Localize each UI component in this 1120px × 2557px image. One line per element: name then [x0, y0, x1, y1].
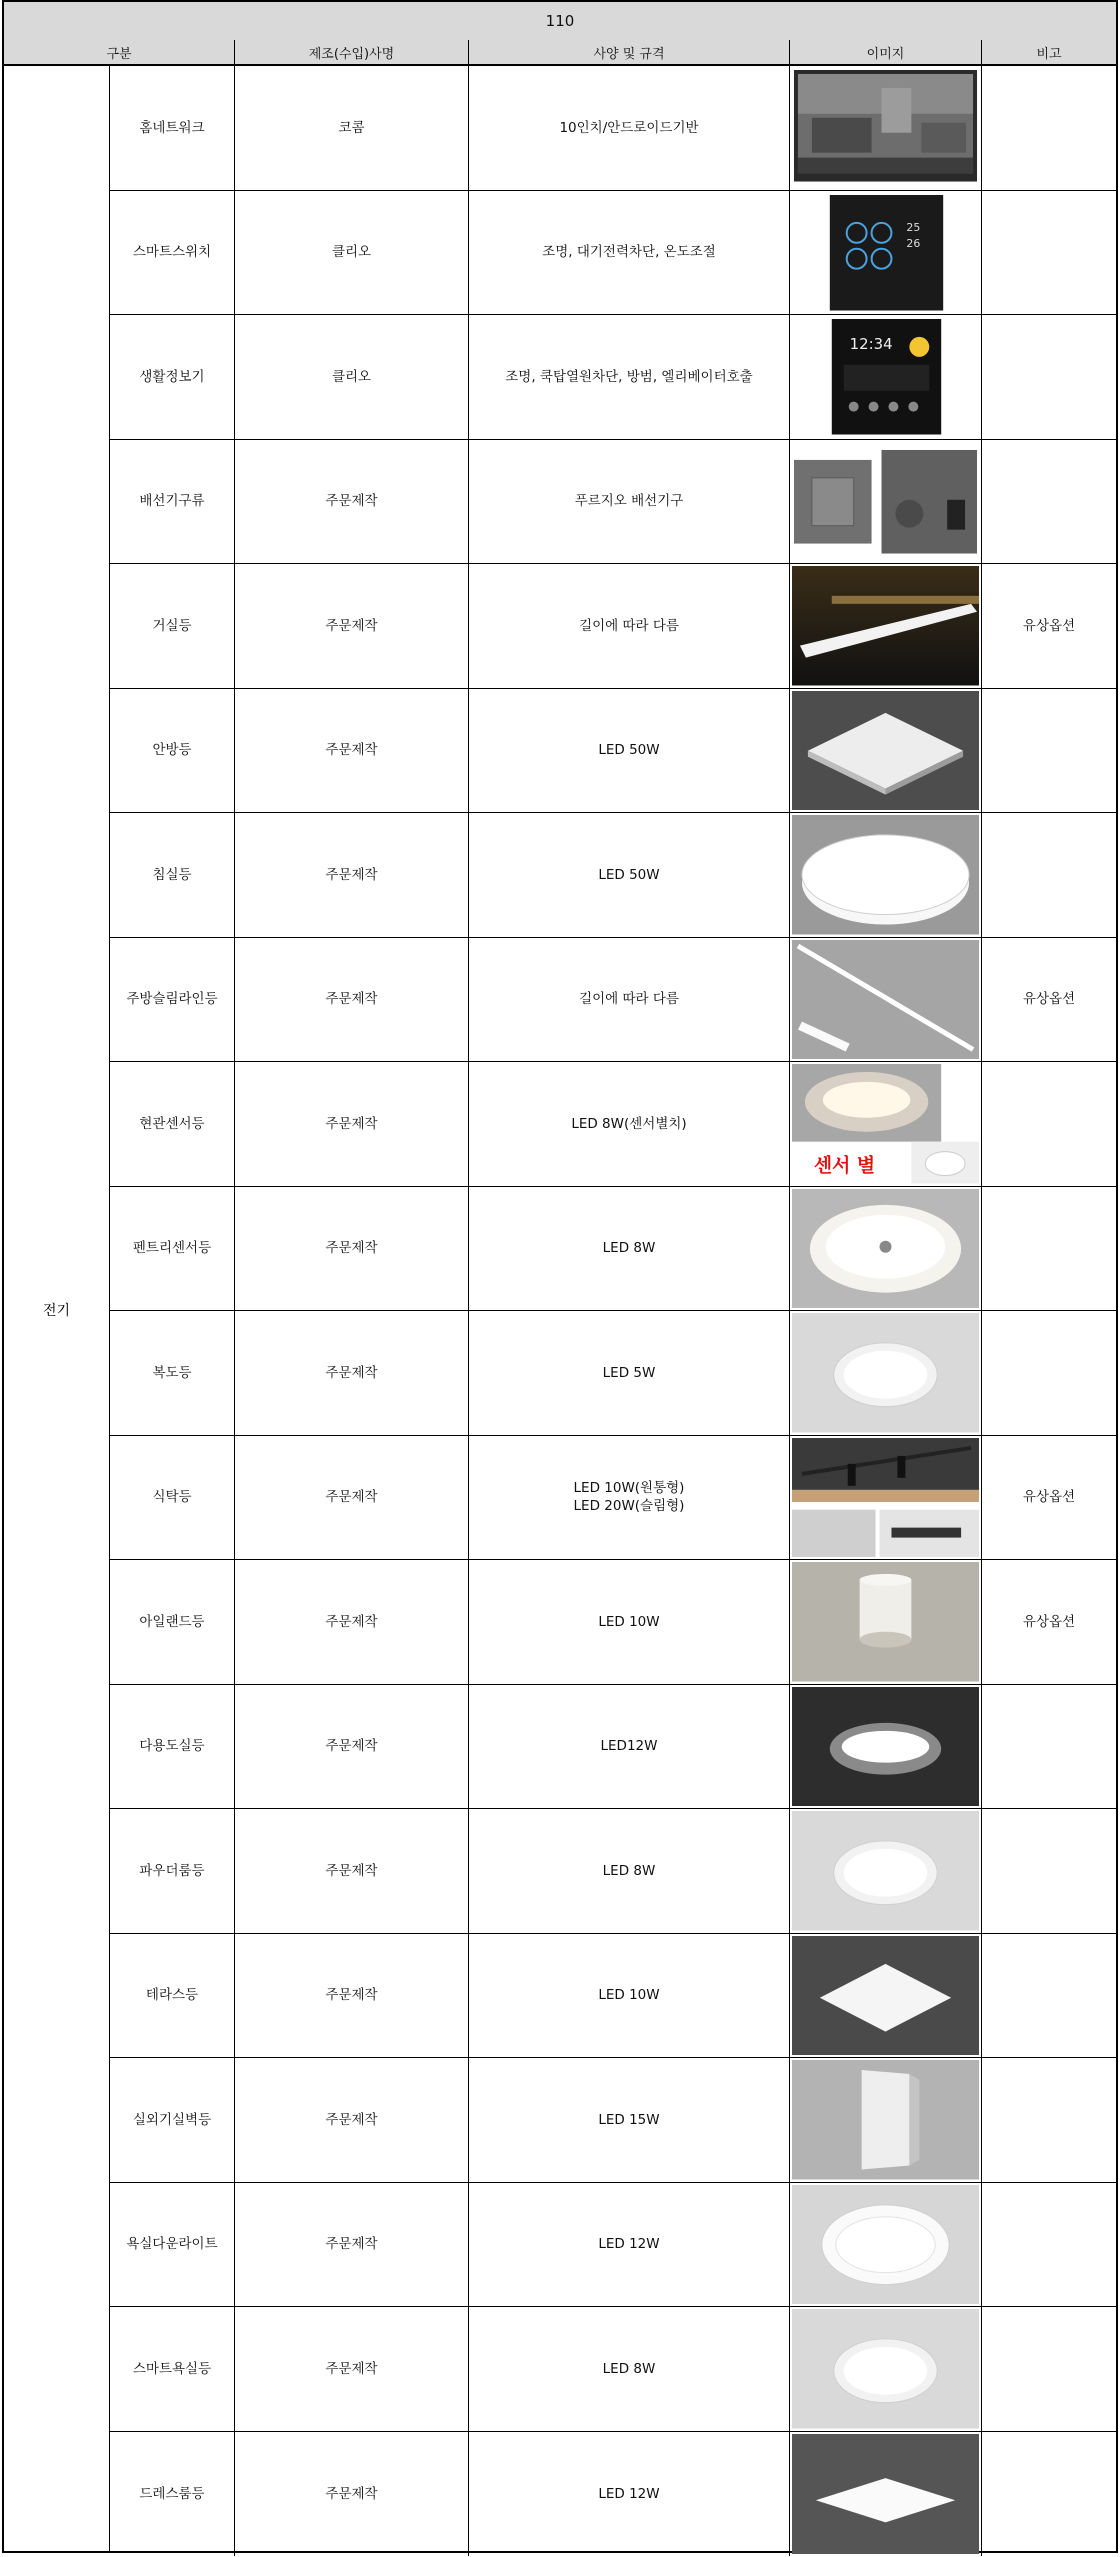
entrance-sensor-light-image — [792, 1064, 979, 1184]
spec-sheet — [2, 0, 1118, 2553]
item-name-cell: 복도등 — [110, 1311, 235, 1435]
note-cell — [982, 1311, 1116, 1435]
manufacturer-cell: 클리오 — [235, 191, 469, 315]
home-network-panel-image — [792, 68, 979, 188]
note-cell — [982, 191, 1116, 315]
table-row — [110, 315, 1116, 440]
table-row — [110, 1436, 1116, 1561]
manufacturer-cell: 주문제작 — [235, 1062, 469, 1186]
table-row — [110, 2307, 1116, 2432]
downlight-image — [792, 1313, 979, 1433]
spec-cell: LED12W — [469, 1685, 790, 1809]
svg-text:25: 25 — [906, 220, 921, 234]
spec-cell: LED 8W — [469, 2307, 790, 2431]
spec-cell: LED 8W — [469, 1187, 790, 1311]
note-cell — [982, 66, 1116, 190]
spec-cell: LED 10W — [469, 1560, 790, 1684]
manufacturer-cell: 주문제작 — [235, 1436, 469, 1560]
item-name-cell: 식탁등 — [110, 1436, 235, 1560]
item-name-cell: 스마트스위치 — [110, 191, 235, 315]
header-row — [4, 40, 1116, 66]
note-cell — [982, 2432, 1116, 2557]
image-cell — [790, 2183, 982, 2307]
item-rows — [110, 66, 1116, 2556]
spec-cell: 조명, 대기전력차단, 온도조절 — [469, 191, 790, 315]
note-cell: 유상옵션 — [1022, 1489, 1076, 1506]
item-name-cell: 침실등 — [110, 813, 235, 937]
note-cell — [982, 1809, 1116, 1933]
spec-cell: LED 8W — [469, 1809, 790, 1933]
wiring-devices-image — [792, 442, 979, 562]
image-cell — [790, 66, 982, 190]
utility-room-light-image — [792, 1687, 979, 1807]
image-cell — [790, 315, 982, 439]
manufacturer-cell: 주문제작 — [235, 564, 469, 688]
manufacturer-cell: 주문제작 — [235, 1311, 469, 1435]
note-cell — [982, 2058, 1116, 2182]
item-name-cell: 주방슬림라인등 — [110, 938, 235, 1062]
item-name-cell: 파우더룸등 — [110, 1809, 235, 1933]
image-cell — [790, 564, 982, 688]
table-row — [110, 2058, 1116, 2183]
header-spec: 사양 및 규격 — [469, 40, 790, 64]
table-row — [110, 2183, 1116, 2308]
image-cell — [790, 813, 982, 937]
bath-downlight-image — [792, 2185, 979, 2305]
cylinder-light-image — [792, 1562, 979, 1682]
item-name-cell: 아일랜드등 — [110, 1560, 235, 1684]
item-name-cell: 안방등 — [110, 689, 235, 813]
item-name-cell: 생활정보기 — [110, 315, 235, 439]
info-panel-image — [792, 317, 979, 437]
svg-text:센서 별: 센서 별 — [813, 1154, 876, 1177]
image-cell — [790, 1809, 982, 1933]
table-row — [110, 1187, 1116, 1312]
table-row — [110, 1685, 1116, 1810]
item-name-cell: 현관센서등 — [110, 1062, 235, 1186]
table-row — [110, 440, 1116, 565]
manufacturer-cell: 주문제작 — [235, 2307, 469, 2431]
note-cell — [982, 1187, 1116, 1311]
table-row — [110, 1062, 1116, 1187]
manufacturer-cell: 주문제작 — [235, 2058, 469, 2182]
header-image: 이미지 — [790, 40, 982, 64]
category-cell: 전기 — [4, 66, 110, 2553]
note-cell — [982, 1934, 1116, 2058]
manufacturer-cell: 주문제작 — [235, 1560, 469, 1684]
table-row — [110, 2432, 1116, 2557]
manufacturer-cell: 주문제작 — [235, 813, 469, 937]
manufacturer-cell: 주문제작 — [235, 1187, 469, 1311]
downlight-image — [792, 2309, 979, 2429]
spec-cell: LED 12W — [469, 2432, 790, 2557]
spec-cell: 10인치/안드로이드기반 — [469, 66, 790, 190]
pantry-sensor-light-image — [792, 1189, 979, 1309]
note-cell — [982, 440, 1116, 564]
spec-cell: LED 10W — [469, 1934, 790, 2058]
image-cell — [790, 1187, 982, 1311]
item-name-cell: 배선기구류 — [110, 440, 235, 564]
note-cell — [982, 689, 1116, 813]
header-category: 구분 — [4, 40, 235, 64]
note-cell — [982, 2307, 1116, 2431]
image-cell — [790, 2307, 982, 2431]
item-name-cell: 실외기실벽등 — [110, 2058, 235, 2182]
slim-line-light-image — [792, 940, 979, 1060]
spec-cell: LED 8W(센서별치) — [469, 1062, 790, 1186]
spec-cell: 길이에 따라 다름 — [469, 564, 790, 688]
table-row — [110, 1809, 1116, 1934]
note-cell — [982, 2183, 1116, 2307]
item-name-cell: 욕실다운라이트 — [110, 2183, 235, 2307]
note-cell — [982, 1062, 1116, 1186]
svg-text:12:34: 12:34 — [849, 334, 893, 353]
manufacturer-cell: 클리오 — [235, 315, 469, 439]
image-cell — [790, 1560, 982, 1684]
note-cell: 유상옵션 — [1022, 1613, 1076, 1630]
table-row — [110, 1560, 1116, 1685]
note-cell — [982, 813, 1116, 937]
spec-cell: LED 15W — [469, 2058, 790, 2182]
image-cell — [790, 1062, 982, 1186]
header-manufacturer: 제조(수입)사명 — [235, 40, 469, 64]
manufacturer-cell: 주문제작 — [235, 689, 469, 813]
image-cell — [790, 1436, 982, 1560]
image-cell — [790, 938, 982, 1062]
item-name-cell: 다용도실등 — [110, 1685, 235, 1809]
item-name-cell: 드레스룸등 — [110, 2432, 235, 2557]
spec-cell: LED 5W — [469, 1311, 790, 1435]
manufacturer-cell: 주문제작 — [235, 2432, 469, 2557]
item-name-cell: 홈네트워크 — [110, 66, 235, 190]
table-row — [110, 689, 1116, 814]
image-cell — [790, 1934, 982, 2058]
table-row — [110, 564, 1116, 689]
living-room-light-image — [792, 566, 979, 686]
table-row — [110, 1934, 1116, 2059]
image-cell — [790, 440, 982, 564]
image-cell — [790, 1311, 982, 1435]
item-name-cell: 거실등 — [110, 564, 235, 688]
spec-cell: LED 10W(원통형) LED 20W(슬림형) — [469, 1436, 790, 1560]
square-panel-light-image — [792, 691, 979, 811]
header-note: 비고 — [1036, 46, 1062, 62]
note-cell — [982, 1685, 1116, 1809]
downlight-image — [792, 1811, 979, 1931]
image-cell — [790, 689, 982, 813]
item-name-cell: 테라스등 — [110, 1934, 235, 2058]
sheet-title: 110 — [4, 2, 1116, 41]
svg-text:26: 26 — [906, 236, 921, 250]
table-row — [110, 191, 1116, 316]
wall-light-image — [792, 2060, 979, 2180]
terrace-light-image — [792, 1936, 979, 2056]
spec-cell: LED 50W — [469, 689, 790, 813]
spec-cell: 길이에 따라 다름 — [469, 938, 790, 1062]
round-ceiling-light-image — [792, 815, 979, 935]
item-name-cell: 스마트욕실등 — [110, 2307, 235, 2431]
item-name-cell: 펜트리센서등 — [110, 1187, 235, 1311]
manufacturer-cell: 주문제작 — [235, 2183, 469, 2307]
manufacturer-cell: 주문제작 — [235, 1809, 469, 1933]
spec-cell: 푸르지오 배선기구 — [469, 440, 790, 564]
note-cell: 유상옵션 — [1022, 617, 1076, 634]
image-cell — [790, 2058, 982, 2182]
spec-cell: 조명, 쿡탑열원차단, 방범, 엘리베이터호출 — [469, 315, 790, 439]
table-row — [110, 813, 1116, 938]
image-cell — [790, 191, 982, 315]
dressroom-panel-light-image — [792, 2434, 979, 2555]
table-row — [110, 66, 1116, 191]
image-cell — [790, 1685, 982, 1809]
spec-cell: LED 50W — [469, 813, 790, 937]
manufacturer-cell: 코콤 — [235, 66, 469, 190]
note-cell: 유상옵션 — [1022, 991, 1076, 1008]
smart-switch-image — [792, 193, 979, 313]
image-cell — [790, 2432, 982, 2557]
manufacturer-cell: 주문제작 — [235, 440, 469, 564]
spec-cell: LED 12W — [469, 2183, 790, 2307]
manufacturer-cell: 주문제작 — [235, 938, 469, 1062]
table-row — [110, 1311, 1116, 1436]
manufacturer-cell: 주문제작 — [235, 1934, 469, 2058]
manufacturer-cell: 주문제작 — [235, 1685, 469, 1809]
note-cell — [982, 315, 1116, 439]
track-light-image — [792, 1438, 979, 1558]
table-row — [110, 938, 1116, 1063]
